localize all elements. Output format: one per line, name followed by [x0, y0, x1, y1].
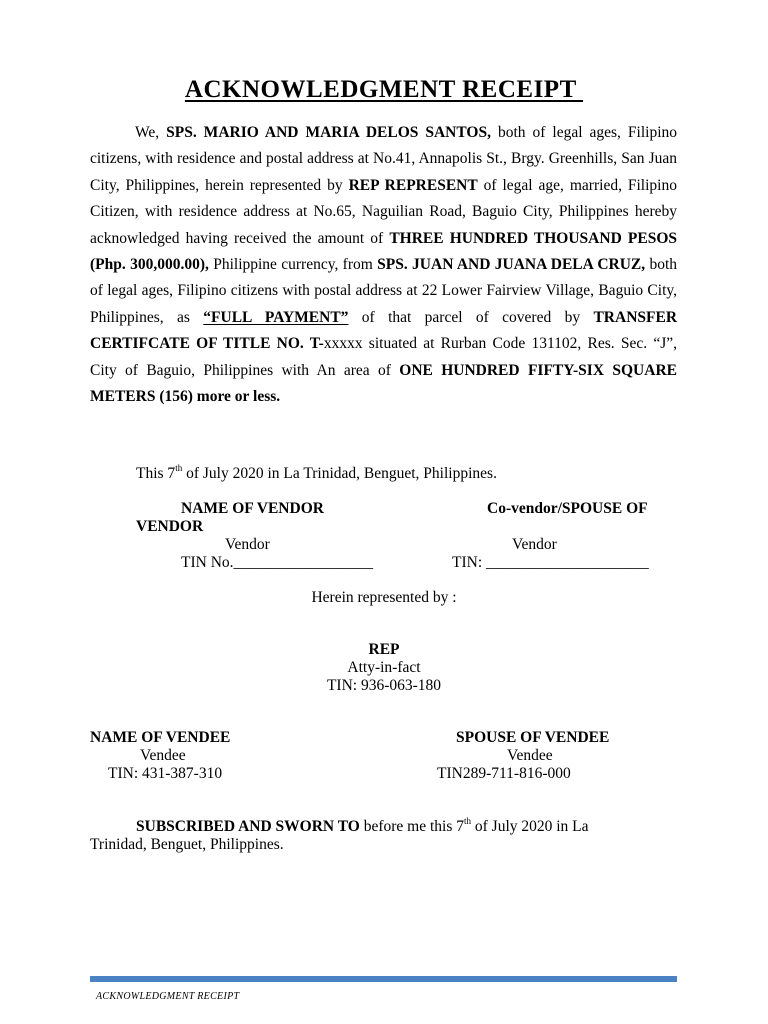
- receipt-body-paragraph: [90, 120, 677, 410]
- sworn-statement-line1: SUBSCRIBED AND SWORN TO before me this 7th of July 2020 in La: [136, 816, 589, 835]
- lot-area-text: ONE HUNDRED FIFTY-SIX SQUARE METERS (156) more or less.: [90, 361, 677, 406]
- vendee-spouses-name: SPS. JUAN AND JUANA DELA CRUZ,: [377, 256, 646, 274]
- rep-role: Atty-in-fact: [347, 659, 421, 676]
- footer-title: ACKNOWLEDGMENT RECEIPT: [96, 991, 240, 1002]
- represented-by-label: Herein represented by :: [311, 589, 457, 606]
- title-number-text: TRANSFER CERTIFCATE OF TITLE NO. T-: [90, 308, 678, 353]
- date-line: This 7th of July 2020 in La Trinidad, Benguet, Philippines.: [136, 463, 497, 482]
- amount-text: THREE HUNDRED THOUSAND PESOS (Php. 300,000.00),: [90, 229, 677, 274]
- rep-name: REP: [368, 641, 400, 658]
- sworn-statement-line2: Trinidad, Benguet, Philippines.: [90, 836, 284, 853]
- vendor-name-label: NAME OF VENDOR: [181, 500, 324, 517]
- rep-tin: TIN: 936-063-180: [326, 677, 442, 694]
- vendee-tin-right: TIN289-711-816-000: [437, 765, 571, 782]
- vendor-tin-right: TIN: _____________________: [452, 554, 649, 571]
- vendee-tin-left: TIN: 431-387-310: [108, 765, 223, 782]
- full-payment-text: “FULL PAYMENT”: [203, 308, 349, 326]
- covendor-label-continued: VENDOR: [136, 518, 204, 535]
- sworn-ordinal-suffix: th: [463, 816, 471, 826]
- vendee-name-label: NAME OF VENDEE: [90, 729, 231, 746]
- vendor-tin-left: TIN No.__________________: [181, 554, 374, 571]
- vendor-spouses-name: SPS. MARIO AND MARIA DELOS SANTOS,: [166, 124, 491, 141]
- vendor-role-left: Vendor: [225, 536, 270, 553]
- body-text: of that parcel of covered by: [348, 308, 594, 326]
- vendor-role-right: Vendor: [512, 536, 557, 553]
- body-text: both of legal ages, Filipino citizens with postal address at 22 Lower Fairview Village, Baguio City, Philippines, as: [90, 256, 677, 326]
- body-text: xxxxx situated at Rurban Code 131102, Res. Sec. “J”, City of Baguio, Philippines with An area of: [90, 335, 677, 379]
- document-title: [0, 76, 768, 104]
- vendee-role-right: Vendee: [507, 747, 553, 764]
- spouse-of-vendee-label: SPOUSE OF VENDEE: [456, 729, 610, 746]
- covendor-label: Co-vendor/SPOUSE OF: [487, 500, 648, 517]
- body-text: of legal age, married, Filipino Citizen, with residence address at No.65, Naguilian Road, Baguio City, Philippines hereby acknowledged having received the amount of: [90, 176, 677, 247]
- body-text: Philippine currency, from: [208, 256, 378, 274]
- date-ordinal-suffix: th: [175, 463, 183, 473]
- representative-name: REP REPRESENT: [348, 176, 478, 194]
- document-title-text: ACKNOWLEDGMENT RECEIPT: [184, 76, 584, 103]
- body-text: We,: [135, 124, 167, 141]
- vendee-role-left: Vendee: [140, 747, 186, 764]
- body-text: both of legal ages, Filipino citizens, with residence and postal address at No.41, Annapolis St., Brgy. Greenhills, San Juan City, Philippines, herein represented by: [90, 124, 677, 194]
- footer-divider: [90, 976, 677, 982]
- sworn-bold-text: SUBSCRIBED AND SWORN TO: [136, 818, 360, 835]
